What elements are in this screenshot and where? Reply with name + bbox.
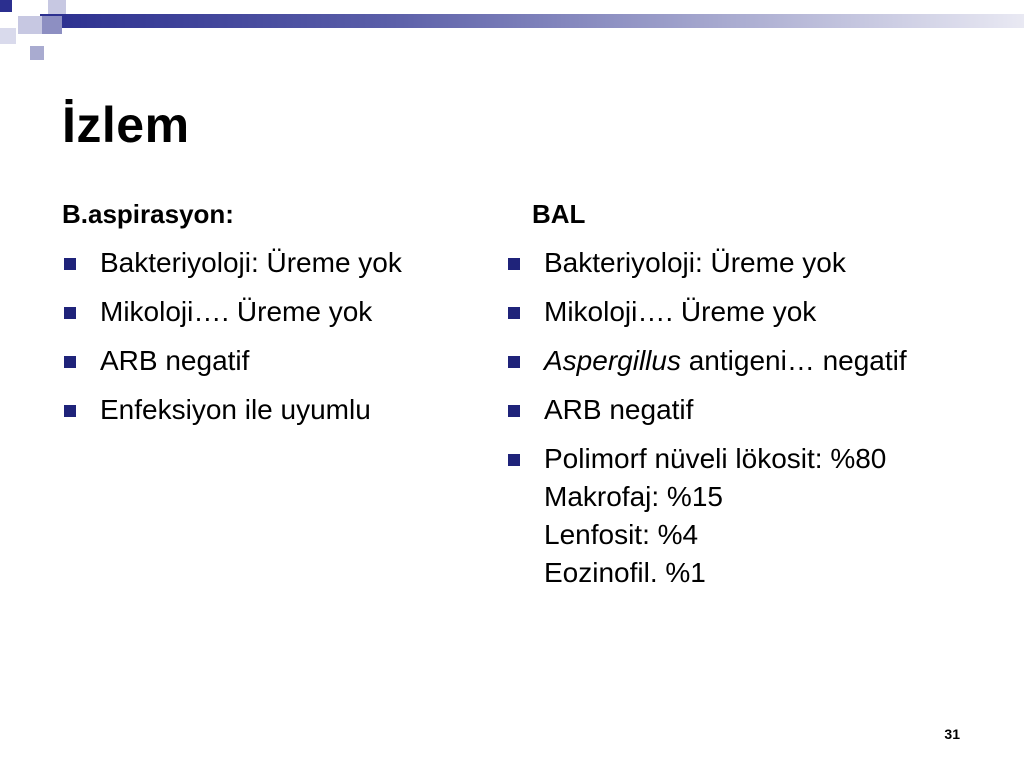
decorative-square bbox=[48, 0, 66, 14]
list-item bbox=[506, 244, 1006, 282]
list-item bbox=[62, 244, 482, 282]
list-item-text: Enfeksiyon ile uyumlu bbox=[100, 394, 371, 425]
square-bullet-icon bbox=[508, 307, 520, 319]
slide-title: İzlem bbox=[62, 97, 190, 153]
decorative-square bbox=[18, 16, 42, 34]
list-item-text: Mikoloji…. Üreme yok bbox=[544, 296, 817, 327]
decorative-square bbox=[12, 0, 34, 16]
left-bullet-list bbox=[62, 244, 482, 429]
right-bullet-list bbox=[506, 244, 1006, 592]
list-item bbox=[62, 293, 482, 331]
list-item-text: Bakteriyoloji: Üreme yok bbox=[100, 247, 402, 278]
square-bullet-icon bbox=[64, 405, 76, 417]
square-bullet-icon bbox=[64, 307, 76, 319]
list-item-text: Mikoloji…. Üreme yok bbox=[100, 296, 373, 327]
decorative-square bbox=[0, 0, 12, 12]
decorative-square bbox=[0, 28, 16, 44]
list-item-text: ARB negatif bbox=[100, 345, 250, 376]
list-item-text: Bakteriyoloji: Üreme yok bbox=[544, 247, 846, 278]
list-item bbox=[506, 342, 1006, 380]
decorative-square bbox=[42, 16, 62, 34]
left-column bbox=[62, 196, 482, 440]
right-column bbox=[506, 196, 1006, 603]
page-number: 31 bbox=[944, 726, 960, 742]
right-column-heading: BAL bbox=[532, 199, 586, 229]
cell-count-line: Eozinofil. %1 bbox=[544, 557, 706, 588]
list-item-text: ARB negatif bbox=[544, 394, 694, 425]
list-item bbox=[506, 440, 1006, 592]
square-bullet-icon bbox=[508, 405, 520, 417]
list-item-text: antigeni… negatif bbox=[680, 345, 907, 376]
square-bullet-icon bbox=[508, 356, 520, 368]
cell-count-line: Lenfosit: %4 bbox=[544, 519, 699, 550]
square-bullet-icon bbox=[64, 258, 76, 270]
square-bullet-icon bbox=[508, 454, 520, 466]
list-item bbox=[506, 391, 1006, 429]
list-item bbox=[506, 293, 1006, 331]
list-item bbox=[62, 391, 482, 429]
organism-name: Aspergillus bbox=[544, 345, 681, 376]
header-gradient-band bbox=[40, 14, 1024, 28]
square-bullet-icon bbox=[64, 356, 76, 368]
cell-count-line: Polimorf nüveli lökosit: %80 bbox=[544, 443, 887, 474]
cell-count-line: Makrofaj: %15 bbox=[544, 481, 723, 512]
list-item bbox=[62, 342, 482, 380]
square-bullet-icon bbox=[508, 258, 520, 270]
left-column-heading: B.aspirasyon: bbox=[62, 199, 234, 229]
decorative-square bbox=[30, 46, 44, 60]
